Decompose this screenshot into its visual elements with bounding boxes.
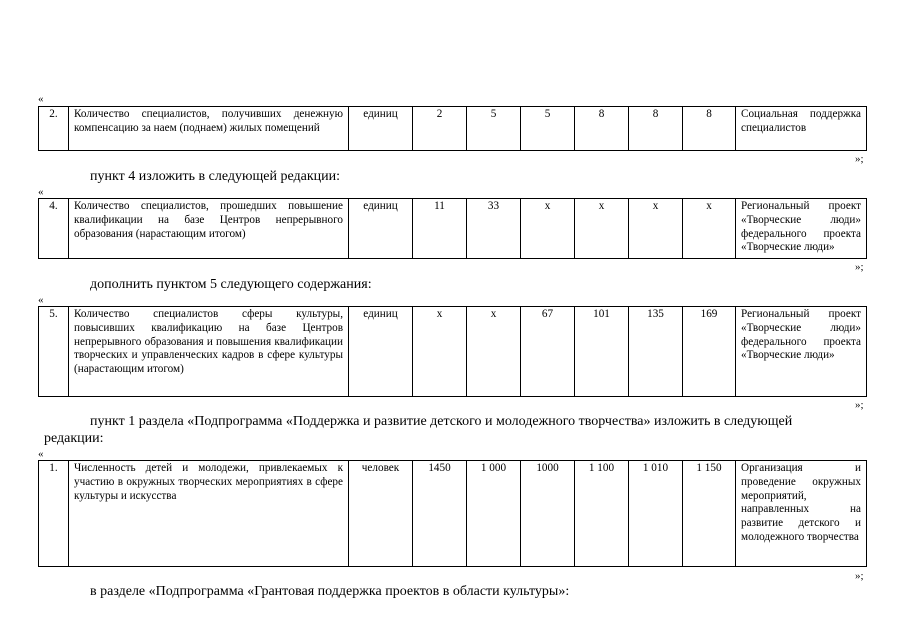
closing-quote: »; — [855, 261, 864, 273]
value-cell: 1000 — [521, 461, 575, 567]
value-cell: 8 — [629, 107, 683, 151]
value-cell: х — [629, 199, 683, 259]
table-row — [39, 461, 867, 567]
closing-quote: »; — [855, 399, 864, 411]
instruction-paragraph: пункт 4 изложить в следующей редакции: — [90, 169, 340, 184]
indicator-name: Количество специалистов, прошедших повышение квалификации на базе Центров непрерывного образования (нарастающим итогом) — [69, 199, 349, 259]
indicator-name: Численность детей и молодежи, привлекаемых к участию в окружных творческих мероприятиях в сфере культуры и искусства — [69, 461, 349, 567]
note-cell: Региональный проект «Творческие люди» федерального проекта «Творческие люди» — [736, 307, 867, 397]
value-cell: х — [467, 307, 521, 397]
opening-quote: « — [38, 186, 44, 198]
row-number: 2. — [39, 107, 69, 151]
unit-cell: человек — [349, 461, 413, 567]
indicator-table-row-5 — [38, 306, 867, 397]
value-cell: 2 — [413, 107, 467, 151]
value-cell: х — [521, 199, 575, 259]
indicator-name: Количество специалистов, получивших денежную компенсацию за наем (поднаем) жилых помещений — [69, 107, 349, 151]
indicator-table-row-1 — [38, 460, 867, 567]
value-cell: 8 — [575, 107, 629, 151]
instruction-paragraph: в разделе «Подпрограмма «Грантовая поддержка проектов в области культуры»: — [90, 584, 570, 599]
value-cell: 1 000 — [467, 461, 521, 567]
table-row — [39, 307, 867, 397]
value-cell: х — [683, 199, 736, 259]
row-number: 5. — [39, 307, 69, 397]
closing-quote: »; — [855, 570, 864, 582]
value-cell: 169 — [683, 307, 736, 397]
unit-cell: единиц — [349, 107, 413, 151]
instruction-paragraph: пункт 1 раздела «Подпрограмма «Поддержка и развитие детского и молодежного творчества» изложить в следующей — [90, 414, 793, 429]
value-cell: х — [575, 199, 629, 259]
unit-cell: единиц — [349, 307, 413, 397]
indicator-table-row-2 — [38, 106, 867, 151]
value-cell: 67 — [521, 307, 575, 397]
closing-quote: »; — [855, 153, 864, 165]
value-cell: 101 — [575, 307, 629, 397]
row-number: 1. — [39, 461, 69, 567]
value-cell: 11 — [413, 199, 467, 259]
row-number: 4. — [39, 199, 69, 259]
table-row — [39, 199, 867, 259]
indicator-name: Количество специалистов сферы культуры, повысивших квалификацию на базе Центров непрерывного образования и повышения квалификации творческих и управленческих кадров в сфере культуры (нарастающим итогом) — [69, 307, 349, 397]
value-cell: 1 010 — [629, 461, 683, 567]
value-cell: 1 150 — [683, 461, 736, 567]
value-cell: 5 — [521, 107, 575, 151]
value-cell: 33 — [467, 199, 521, 259]
opening-quote: « — [38, 93, 44, 105]
instruction-paragraph-continuation: редакции: — [44, 431, 104, 446]
value-cell: 1 100 — [575, 461, 629, 567]
value-cell: 135 — [629, 307, 683, 397]
opening-quote: « — [38, 294, 44, 306]
value-cell: х — [413, 307, 467, 397]
table-row — [39, 107, 867, 151]
note-cell: Организация и проведение окружных мероприятий, направленных на развитие детского и молодежного творчества — [736, 461, 867, 567]
value-cell: 8 — [683, 107, 736, 151]
indicator-table-row-4 — [38, 198, 867, 259]
unit-cell: единиц — [349, 199, 413, 259]
note-cell: Региональный проект «Творческие люди» федерального проекта «Творческие люди» — [736, 199, 867, 259]
value-cell: 5 — [467, 107, 521, 151]
instruction-paragraph: дополнить пунктом 5 следующего содержания: — [90, 277, 372, 292]
value-cell: 1450 — [413, 461, 467, 567]
note-cell: Социальная поддержка специалистов — [736, 107, 867, 151]
opening-quote: « — [38, 448, 44, 460]
